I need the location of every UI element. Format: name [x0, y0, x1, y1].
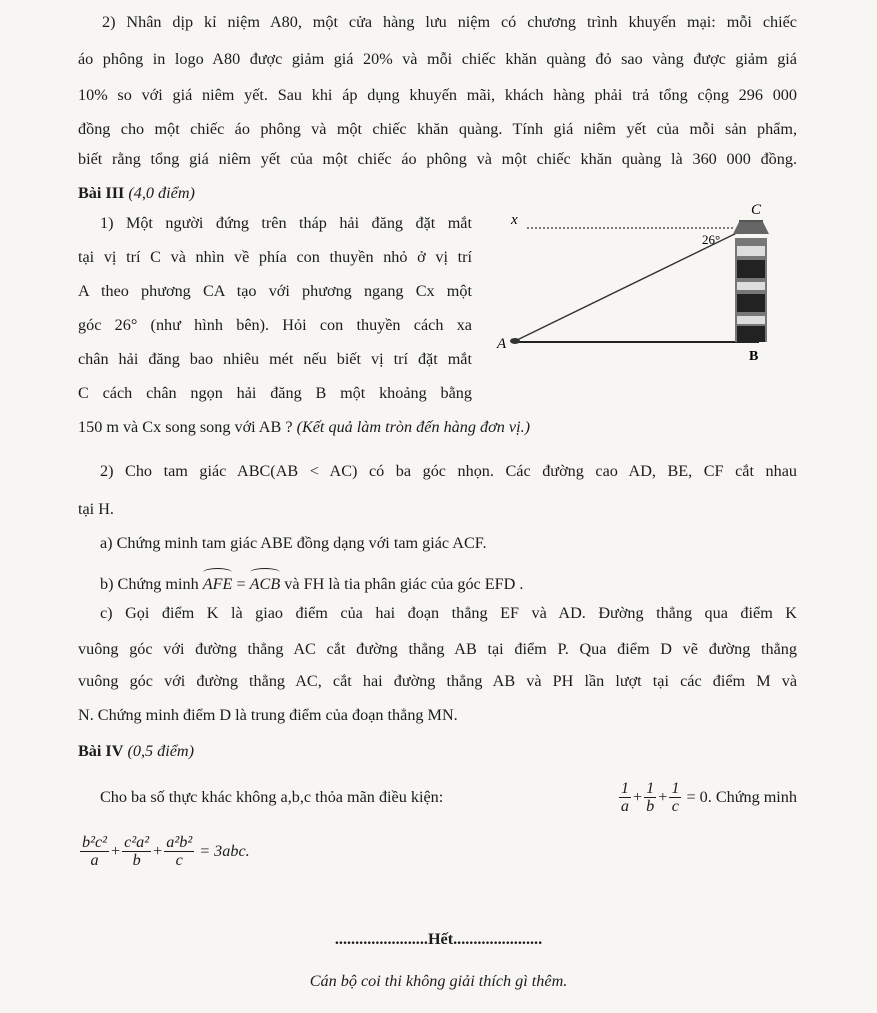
part-2-c-line-3: vuông góc với đường thẳng AC, cắt hai đường thẳng AB và PH lần lượt tại các điểm M và	[78, 672, 797, 690]
problem-2-line-5: biết rằng tổng giá niêm yết của một chiếc áo phông và một chiếc khăn quàng là 360 000 đồng.	[78, 150, 797, 168]
section-4-line-1	[100, 780, 797, 815]
identity-rhs: = 3abc.	[199, 841, 250, 860]
problem-2-line-1: 2) Nhân dịp kỉ niệm A80, một cửa hàng lưu niệm có chương trình khuyến mại: mỗi chiếc	[102, 13, 797, 31]
identity-expression: $\frac{\text{b²c²}}{a}$ + $\frac{\text{c²a²}}{b}$ + $\frac{\text{a²b²}}{c}$ = 3abc.	[82, 833, 250, 869]
condition-rhs: = 0	[686, 787, 708, 806]
section-4-text-end: . Chứng minh	[707, 787, 797, 806]
part-2-b-prefix: b) Chứng minh	[100, 575, 199, 593]
part-1-note: (Kết quả làm tròn đến hàng đơn vị.)	[296, 418, 531, 436]
figure-angle-label: 26°	[702, 232, 721, 247]
angle-acb: ACB	[250, 572, 281, 594]
section-4-text: Cho ba số thực khác không a,b,c thỏa mãn điều kiện:	[100, 787, 444, 806]
part-2-line-2: tại H.	[78, 500, 114, 518]
equals-sign: =	[232, 575, 250, 593]
frac-1-c: $\frac{1}{c}$	[671, 779, 680, 815]
part-1-line-4: góc 26° (như hình bên). Hỏi con thuyền cách xa	[78, 316, 472, 334]
part-1-line-2: tại vị trí C và nhìn về phía con thuyền nhỏ ở vị trí	[78, 248, 472, 266]
part-1-line-6: C cách chân ngọn hải đăng B một khoảng bằng	[78, 384, 472, 402]
section-3-title: Bài III	[78, 184, 125, 202]
section-3-points: (4,0 điểm)	[128, 184, 195, 202]
section-4-title: Bài IV	[78, 742, 124, 760]
problem-2-line-4: đồng cho một chiếc áo phông và một chiếc khăn quàng. Tính giá niêm yết của mỗi sản phẩm,	[78, 120, 797, 138]
frac-ab-c: $\frac{\text{a²b²}}{c}$	[166, 833, 193, 869]
problem-2-line-2: áo phông in logo A80 được giảm giá 20% và mỗi chiếc khăn quàng đỏ sao vàng được giảm giá	[78, 50, 797, 68]
problem-2-line-3: 10% so với giá niêm yết. Sau khi áp dụng khuyến mãi, khách hàng phải trả tổng cộng 296 000	[78, 86, 797, 104]
part-2-b	[100, 572, 523, 594]
lighthouse-figure	[495, 198, 795, 368]
part-1-line-5: chân hải đăng bao nhiêu mét nếu biết vị trí đặt mắt	[78, 350, 472, 368]
part-2-c-line-2: vuông góc với đường thẳng AC cắt đường thẳng AB tại điểm P. Qua điểm D vẽ đường thẳng	[78, 640, 797, 658]
footer-note: Cán bộ coi thi không giải thích gì thêm.	[309, 972, 568, 990]
section-4-points: (0,5 điểm)	[127, 742, 195, 760]
part-2-c-line-1: c) Gọi điểm K là giao điểm của hai đoạn thẳng EF và AD. Đường thẳng qua điểm K	[100, 604, 797, 622]
part-2-a: a) Chứng minh tam giác ABE đồng dạng với tam giác ACF.	[100, 534, 487, 552]
part-2-c-line-4: N. Chứng minh điểm D là trung điểm của đoạn thẳng MN.	[78, 706, 458, 724]
condition-expression: $\frac{1}{a}$ + $\frac{1}{b}$ + $\frac{1}{c}$ = 0 . Chứng minh	[620, 779, 797, 815]
angle-afe: AFE	[203, 572, 233, 594]
figure-label-c: C	[751, 202, 762, 218]
part-2-line-1: 2) Cho tam giác ABC(AB < AC) có ba góc nhọn. Các đường cao AD, BE, CF cắt nhau	[100, 462, 797, 480]
frac-bc-a: $\frac{\text{b²c²}}{a}$	[82, 833, 107, 869]
frac-1-a: $\frac{1}{a}$	[620, 779, 629, 815]
figure-label-x: x	[511, 212, 518, 228]
part-1-line-3: A theo phương CA tạo với phương ngang Cx một	[78, 282, 472, 300]
section-4-heading	[78, 742, 194, 761]
frac-ca-b: $\frac{\text{c²a²}}{b}$	[124, 833, 150, 869]
frac-1-b: $\frac{1}{b}$	[646, 779, 655, 815]
part-1-line-7	[78, 418, 530, 437]
end-marker: .......................Hết......................	[334, 930, 543, 948]
part-1-line-1: 1) Một người đứng trên tháp hải đăng đặt mắt	[100, 214, 472, 232]
figure-label-b: B	[749, 349, 759, 364]
part-1-question: 150 m và Cx song song với AB ?	[78, 418, 293, 436]
lighthouse-icon	[733, 220, 769, 342]
section-3-heading	[78, 184, 195, 203]
part-2-b-suffix: và FH là tia phân giác của góc EFD .	[284, 575, 524, 593]
figure-label-a: A	[497, 336, 507, 352]
